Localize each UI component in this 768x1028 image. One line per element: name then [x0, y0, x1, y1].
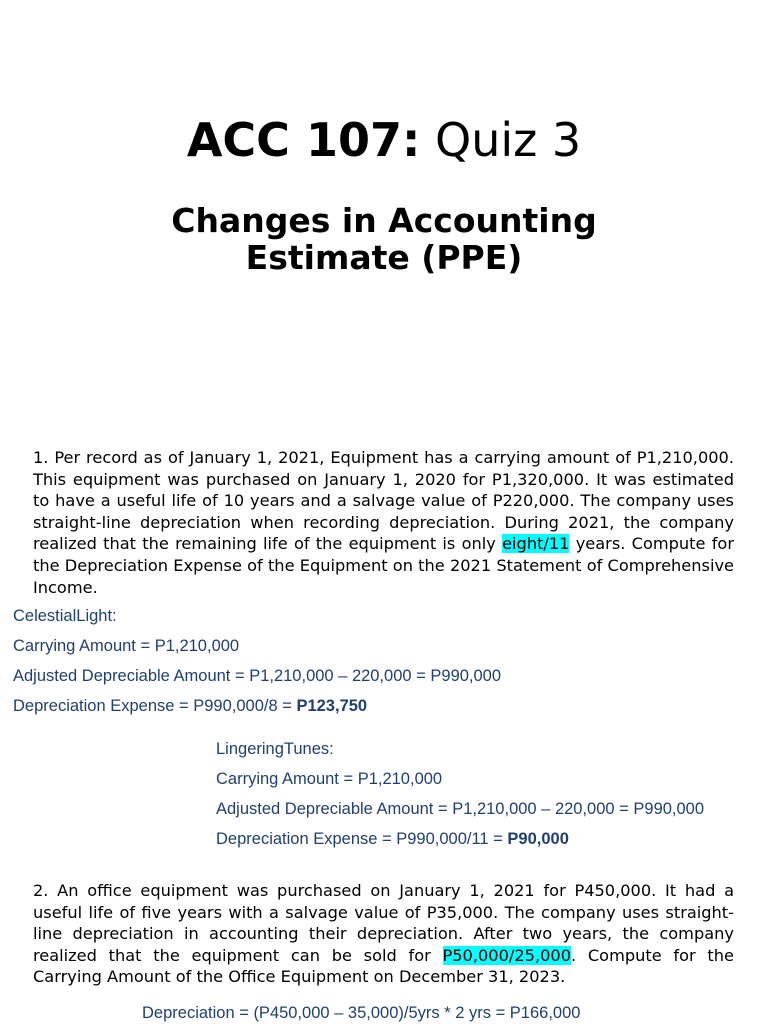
answer-2-adjusted-amount: Adjusted Depreciable Amount = P1,210,000 – 220,000 = P990,000	[216, 800, 705, 818]
answer-2-expense	[216, 824, 704, 854]
course-code: ACC 107:	[186, 113, 421, 167]
question-2	[33, 880, 734, 988]
question-1-text-before: 1. Per record as of January 1, 2021, Equipment has a carrying amount of P1,210,000. This equipment was purchased on January 1, 2020 for P1,320,000. It was estimated to have a useful life of 10 years and a salvage value of P220,000. The company uses straight-line depreciation when recording depreciation. During 2021, the company realized that the remaining life of the equipment is only	[33, 448, 734, 554]
answer-1-expense-formula: Depreciation Expense = P990,000/8 =	[13, 697, 297, 715]
answer-2-expense-result: P90,000	[507, 830, 569, 848]
subtitle-line-1: Changes in Accounting	[171, 201, 597, 240]
subtitle-line-2: Estimate (PPE)	[245, 238, 523, 277]
answer-2-expense-formula: Depreciation Expense = P990,000/11 =	[216, 830, 508, 848]
question-2-text-before: 2. An office equipment was purchased on January 1, 2021 for P450,000. It had a useful life of five years with a salvage value of P35,000. The company uses straight-line depreciation in accounting their depreciation. After two years, the company realized that the equipment can be sold for	[33, 881, 734, 965]
question-1	[33, 447, 734, 598]
quiz-number: Quiz 3	[435, 113, 582, 167]
quiz-title	[0, 112, 768, 168]
answer-1-adjusted-amount: Adjusted Depreciable Amount = P1,210,000 – 220,000 = P990,000	[13, 667, 502, 685]
answer-3-depreciation: Depreciation = (P450,000 – 35,000)/5yrs * 2 yrs = P166,000	[142, 1004, 581, 1022]
question-1-text-after: years. Compute for the Depreciation Expense of the Equipment on the 2021 Statement of Comprehensive Income.	[33, 534, 734, 597]
answer-2-author: LingeringTunes:	[216, 740, 334, 758]
question-1-highlight: eight/11	[502, 534, 570, 554]
answer-1-expense	[13, 691, 501, 721]
answer-1-expense-result: P123,750	[296, 697, 368, 715]
answer-1-author: CelestialLight:	[13, 607, 117, 625]
answer-1	[13, 601, 501, 721]
answer-1-carrying-amount: Carrying Amount = P1,210,000	[13, 637, 240, 655]
question-2-text-after: . Compute for the Carrying Amount of the Office Equipment on December 31, 2023.	[33, 945, 734, 987]
answer-2	[216, 734, 704, 854]
question-2-highlight: P50,000/25,000	[442, 945, 571, 965]
answer-2-carrying-amount: Carrying Amount = P1,210,000	[216, 770, 443, 788]
quiz-subtitle	[0, 202, 768, 276]
